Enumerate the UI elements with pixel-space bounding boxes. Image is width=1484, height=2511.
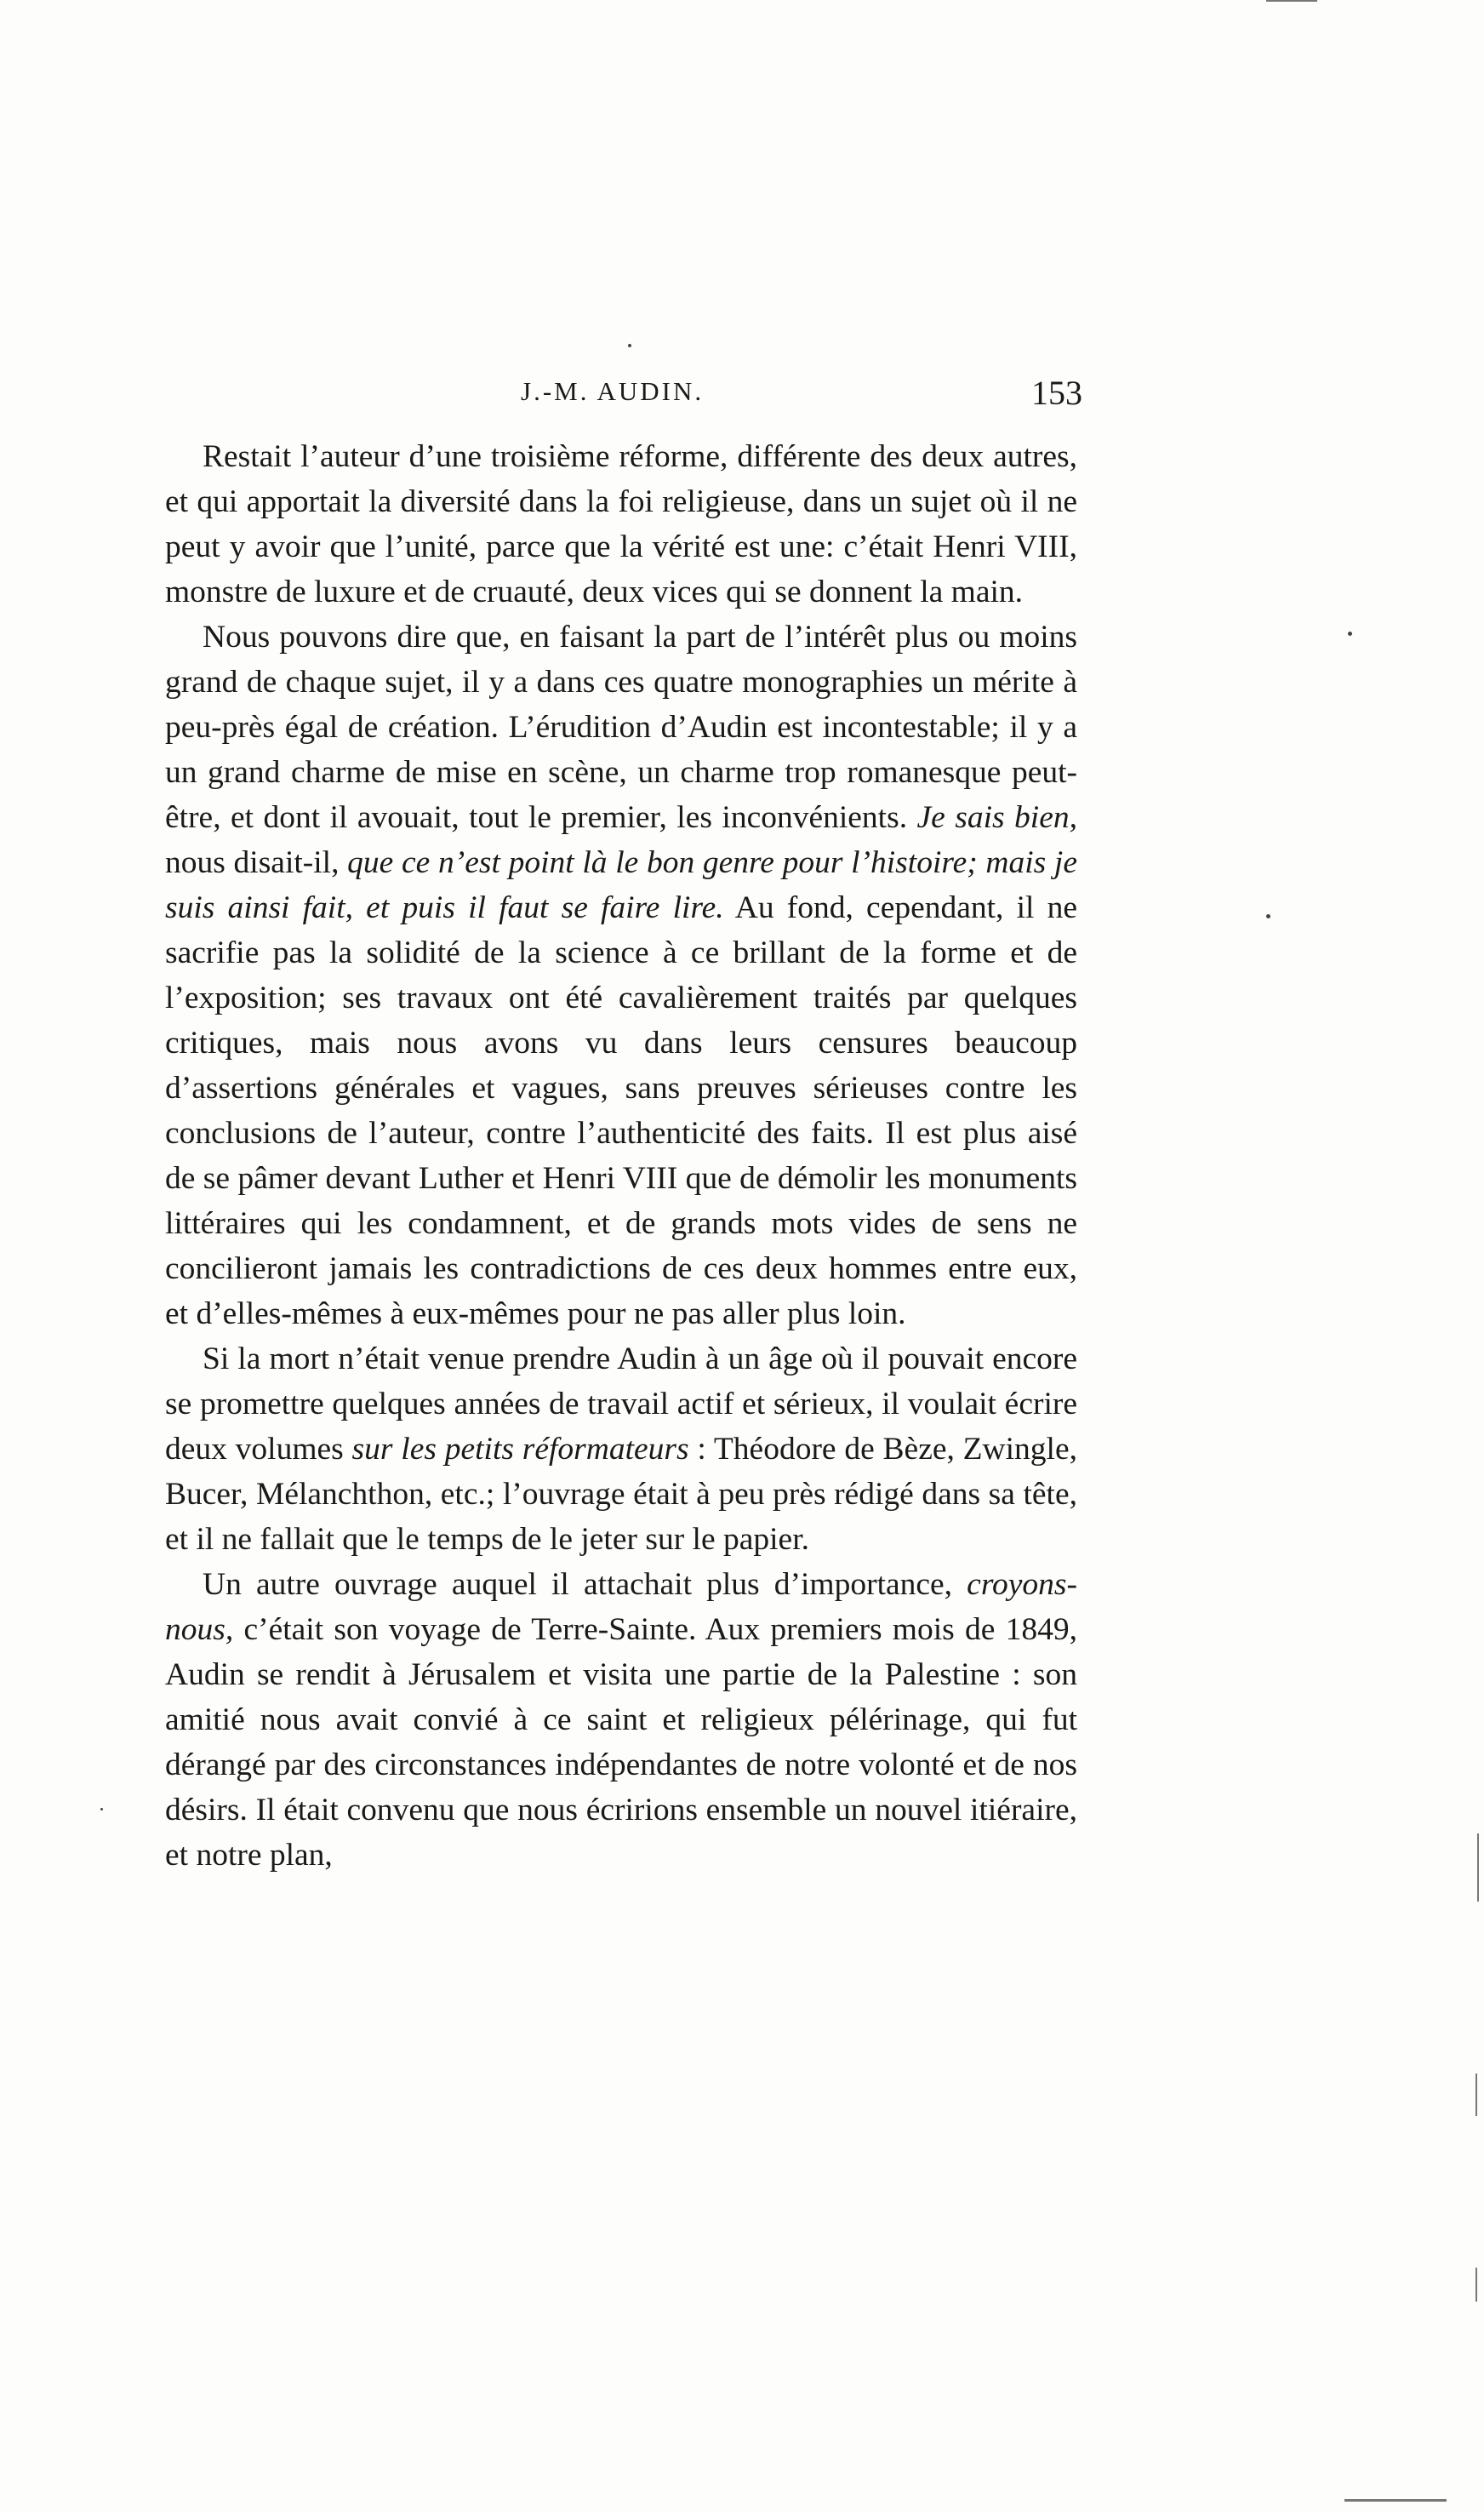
scan-edge-mark — [1475, 2268, 1477, 2302]
paragraph-1 — [165, 434, 1077, 615]
paragraph-2 — [165, 615, 1077, 1336]
text-segment: nous disait-il, — [165, 845, 348, 880]
italic-quote: que ce n’est point là le bon genre pour l’histoire; mais je suis ainsi fait, et puis il faut se faire lire. — [165, 845, 1077, 925]
paragraph-3 — [165, 1336, 1077, 1562]
scan-edge-mark — [1477, 1833, 1479, 1902]
page-header — [197, 373, 1082, 424]
ink-speck — [628, 344, 631, 347]
ink-speck — [100, 1808, 103, 1810]
text-segment: Restait l’auteur d’une troisième réforme, différente des deux autres, et qui apportait la diversité dans la foi religieuse, dans un sujet où il ne peut y avoir que l’unité, parce que la vérité est une: c’était Henri VIII, monstre de luxure et de cruauté, deux vices qui se donnent la main. — [165, 439, 1077, 609]
italic-title: sur les petits réformateurs — [351, 1432, 689, 1467]
scan-edge-mark — [1475, 2073, 1477, 2116]
paragraph-4 — [165, 1562, 1077, 1878]
text-segment: : Théodore de Bèze, Zwingle, Bucer, Mélanchthon, etc.; l’ouvrage était à peu près rédigé dans sa tête, et il ne fallait que le temps de le jeter sur le papier. — [165, 1432, 1077, 1557]
scan-edge-mark — [1266, 0, 1317, 2]
body-text — [165, 434, 1077, 1878]
text-segment: c’était son voyage de Terre-Sainte. Aux premiers mois de 1849, Audin se rendit à Jérusalem et visita une partie de la Palestine : son amitié nous avait convié à ce saint et religieux pélérinage, qui fut dérangé par des circonstances indépendantes de notre volonté et de nos désirs. Il était convenu que nous écririons ensemble un nouvel itiéraire, et notre plan, — [165, 1612, 1077, 1873]
running-head: J.-M. AUDIN. — [521, 376, 705, 406]
scan-edge-mark — [1344, 2499, 1447, 2502]
italic-aside: croyons-nous, — [165, 1567, 1077, 1647]
text-segment: Si la mort n’était venue prendre Audin à un âge où il pouvait encore se promettre quelques années de travail actif et sérieux, il voulait écrire deux volumes — [165, 1341, 1077, 1467]
ink-speck — [1266, 914, 1270, 918]
page-number: 153 — [1031, 374, 1082, 412]
text-segment: Un autre ouvrage auquel il attachait plus d’importance, — [203, 1567, 967, 1602]
italic-quote: Je sais bien, — [916, 800, 1077, 835]
text-segment: Au fond, cependant, il ne sacrifie pas la solidité de la science à ce brillant de la forme et de l’exposition; ses travaux ont été cavalièrement traités par quelques critiques, mais nous avons vu dans leurs censures beaucoup d’assertions générales et vagues, sans preuves sérieuses contre les conclusions de l’auteur, contre l’authenticité des faits. Il est plus aisé de se pâmer devant Luther et Henri VIII que de démolir les monuments littéraires qui les condamnent, et de grands mots vides de sens ne concilieront jamais les contradictions de ces deux hommes entre eux, et d’elles-mêmes à eux-mêmes pour ne pas aller plus loin. — [165, 890, 1077, 1331]
ink-speck — [1348, 632, 1352, 636]
text-segment: Nous pouvons dire que, en faisant la part de l’intérêt plus ou moins grand de chaque sujet, il y a dans ces quatre monographies un mérite à peu-près égal de création. L’érudition d’Audin est incontestable; il y a un grand charme de mise en scène, un charme trop romanesque peut-être, et dont il avouait, tout le premier, les inconvénients. — [165, 620, 1077, 835]
